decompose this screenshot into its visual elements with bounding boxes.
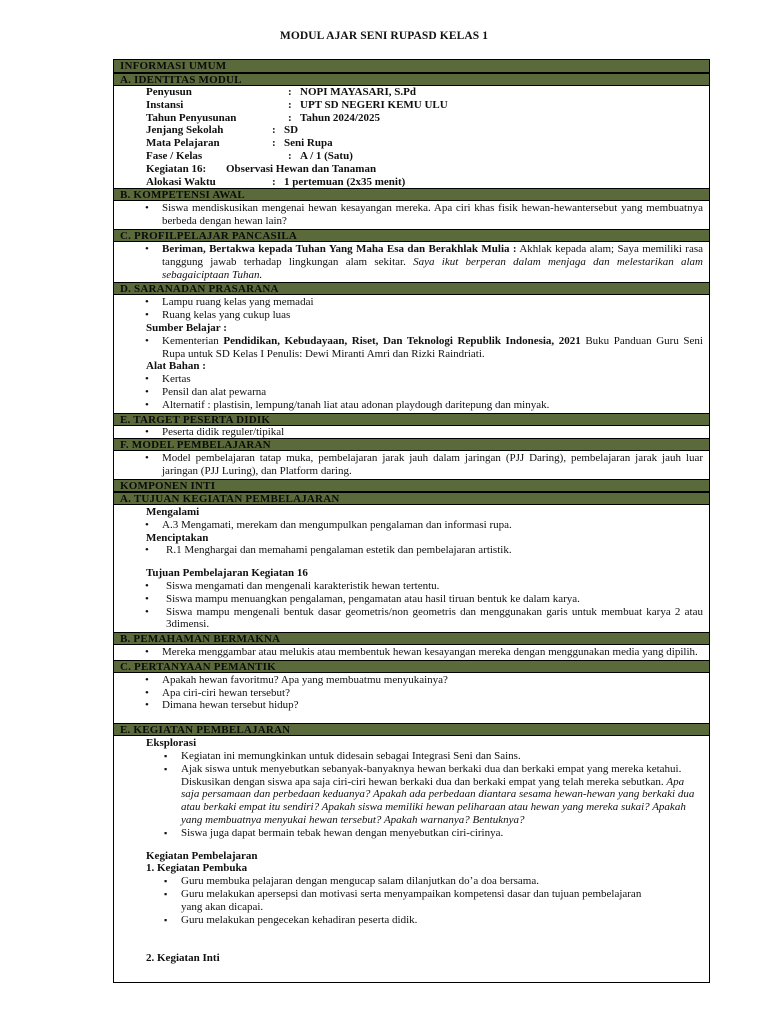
section-sarana: D. SARANADAN PRASARANA (114, 282, 709, 295)
profil-bold: Beriman, Bertakwa kepada Tuhan Yang Maha Esa dan Berakhlak Mulia : (162, 242, 517, 255)
pemahaman-body (114, 645, 709, 660)
list-item: • Mereka menggambar atau melukis atau membentuk hewan kesayangan mereka dengan menggunakan media yang dipilih. (114, 646, 703, 659)
label: Kegiatan 16: (146, 162, 207, 175)
label: Mata Pelajaran (146, 137, 220, 150)
list-item: • Alternatif : plastisin, lempung/tanah liat atau adonan playdough daritepung dan minyak. (114, 399, 703, 412)
label: Penyusun (146, 86, 192, 98)
alat-bahan-label: Alat Bahan : (146, 360, 206, 373)
kegiatan-inti-label: 2. Kegiatan Inti (146, 952, 220, 965)
sumber-post: Buku Panduan Guru Seni Rupa untuk SD Kelas I Penulis: Dewi Miranti Amri dan Rizki Raindriati. (162, 334, 703, 360)
sumber-belajar-label: Sumber Belajar : (146, 321, 227, 334)
list-item (114, 243, 703, 281)
sarana-body (114, 295, 709, 412)
value: A / 1 (Satu) (300, 149, 353, 162)
profil-italic: Saya ikut berperan dalam menjaga dan melestarikan alam sebagaiciptaan Tuhan. (162, 255, 704, 281)
spacer (114, 840, 703, 850)
row-tahun (114, 112, 703, 125)
value: Seni Rupa (284, 137, 333, 150)
sumber-bold: Pendidikan, Kebudayaan, Riset, Dan Teknologi Republik Indonesia, 2021 (223, 334, 581, 347)
list-item: • Ruang kelas yang cukup luas (114, 309, 703, 322)
list-item: ▪ Siswa juga dapat bermain tebak hewan dengan menyebutkan ciri-cirinya. (114, 827, 699, 840)
section-pertanyaan: C. PERTANYAAN PEMANTIK (114, 660, 709, 673)
mengalami-label: Mengalami (146, 505, 200, 518)
menciptakan-label: Menciptakan (146, 531, 209, 544)
label: Alokasi Waktu (146, 175, 216, 188)
value: SD (284, 124, 299, 137)
value: 1 pertemuan (2x35 menit) (284, 175, 406, 188)
list-item: • Siswa mampu mengenali bentuk dasar geometris/non geometris dan menggunakan garis untuk membuat karya 2 atau 3dimensi. (114, 606, 703, 632)
eksplorasi-text: Ajak siswa untuk menyebutkan sebanyak-banyaknya hewan berkaki dua dan berkaki empat yang mereka ketahui. Diskusikan dengan siswa apa saja ciri-ciri hewan berkaki dua dan berkaki empat yang telah mereka sebutkan. (181, 762, 682, 788)
list-item: • R.1 Menghargai dan memahami pengalaman estetik dan pembelajaran artistik. (114, 544, 703, 557)
section-pemahaman: B. PEMAHAMAN BERMAKNA (114, 632, 709, 645)
list-item (114, 335, 703, 361)
colon: : (272, 175, 276, 188)
colon: : (272, 137, 276, 150)
label: Fase / Kelas (146, 149, 203, 162)
section-komponen-inti: KOMPONEN INTI (114, 479, 709, 492)
module-table (113, 59, 710, 983)
colon: : (272, 124, 276, 137)
section-target: E. TARGET PESERTA DIDIK (114, 413, 709, 426)
sumber-pre: Kementerian (162, 334, 224, 347)
list-item: • Peserta didik reguler/tipikal (114, 426, 703, 439)
row-kegiatan (114, 163, 703, 176)
eksplorasi-label: Eksplorasi (146, 737, 197, 750)
row-jenjang (114, 124, 703, 137)
list-item: • Pensil dan alat pewarna (114, 386, 703, 399)
kegiatan-pembuka-label: 1. Kegiatan Pembuka (146, 862, 248, 875)
colon: : (288, 98, 292, 111)
tujuan-kegiatan-label: Tujuan Pembelajaran Kegiatan 16 (146, 567, 308, 580)
section-tujuan: A. TUJUAN KEGIATAN PEMBELAJARAN (114, 492, 709, 505)
kompetensi-body (114, 201, 709, 229)
list-item (114, 763, 699, 827)
colon: : (288, 149, 292, 162)
row-mapel (114, 137, 703, 150)
list-item: • Siswa mendiskusikan mengenai hewan kesayangan mereka. Apa ciri khas fisik hewan-hewantersebut yang membuatnya berbeda dengan hewan lain? (114, 202, 703, 228)
kegiatan-pembelajaran-label: Kegiatan Pembelajaran (146, 849, 258, 862)
colon: : (288, 86, 292, 98)
document-title: MODUL AJAR SENI RUPASD KELAS 1 (279, 30, 489, 42)
profil-text: Akhlak kepada alam; Saya memiliki rasa tanggung jawab terhadap lingkungan alam sekitar. (162, 242, 703, 268)
section-model: F. MODEL PEMBELAJARAN (114, 438, 709, 451)
list-item: ▪ Guru membuka pelajaran dengan mengucap salam dilanjutkan do’a doa bersama. (114, 875, 643, 888)
value: Tahun 2024/2025 (300, 111, 380, 124)
spacer (114, 557, 703, 567)
list-item: • Lampu ruang kelas yang memadai (114, 296, 703, 309)
profil-body (114, 242, 709, 282)
list-item: • Siswa mengamati dan mengenali karakteristik hewan tertentu. (114, 580, 703, 593)
value: NOPI MAYASARI, S.Pd (300, 86, 416, 98)
section-profil-pelajar: C. PROFILPELAJAR PANCASILA (114, 229, 709, 242)
list-item: • Dimana hewan tersebut hidup? (114, 699, 703, 712)
label: Jenjang Sekolah (146, 124, 224, 137)
spacer (114, 926, 703, 952)
list-item: • A.3 Mengamati, merekam dan mengumpulkan pengalaman dan informasi rupa. (114, 519, 703, 532)
list-item: • Apa ciri-ciri hewan tersebut? (114, 687, 703, 700)
eksplorasi-italic: Apa saja persamaan dan perbedaan keduanya? Apakah ada perbedaan diantara sesama hewan-hewan yang berkaki dua atau berkaki empat itu sendiri? Apakah siswa memiliki hewan peliharaan atau hewan yang mereka sukai? Apakah yang membuatnya menyukai hewan tersebut? Apakah warnanya? Bentuknya? (181, 775, 695, 827)
row-instansi (114, 99, 703, 112)
value: Observasi Hewan dan Tanaman (226, 162, 377, 175)
spacer (114, 712, 703, 722)
colon: : (288, 111, 292, 124)
label: Tahun Penyusunan (146, 111, 237, 124)
section-kompetensi-awal: B. KOMPETENSI AWAL (114, 188, 709, 201)
list-item: • Siswa mampu menuangkan pengalaman, pengamatan atau hasil tiruan bentuk ke dalam karya. (114, 593, 703, 606)
kegiatan-body (114, 736, 709, 966)
section-kegiatan: E. KEGIATAN PEMBELAJARAN (114, 723, 709, 736)
pertanyaan-body (114, 673, 709, 723)
model-body (114, 451, 709, 479)
row-fase (114, 150, 703, 163)
row-penyusun (114, 86, 703, 99)
identitas-rows (114, 86, 709, 188)
section-informasi-umum: INFORMASI UMUM (114, 60, 709, 73)
value: UPT SD NEGERI KEMU ULU (300, 98, 448, 111)
label: Instansi (146, 98, 184, 111)
list-item: ▪ Kegiatan ini memungkinkan untuk didesain sebagai Integrasi Seni dan Sains. (114, 750, 699, 763)
row-alokasi (114, 176, 703, 189)
list-item: • Model pembelajaran tatap muka, pembelajaran jarak jauh dalam jaringan (PJJ Daring), pembelajaran jarak jauh luar jaringan (PJJ Luring), dan Platform daring. (114, 452, 703, 478)
list-item: • Kertas (114, 373, 703, 386)
section-identitas-modul: A. IDENTITAS MODUL (114, 73, 709, 86)
list-item: ▪ Guru melakukan apersepsi dan motivasi serta menyampaikan kompetensi dasar dan tujuan pembelajaran yang akan dicapai. (114, 888, 643, 914)
target-body (114, 426, 709, 439)
list-item: ▪ Guru melakukan pengecekan kehadiran peserta didik. (114, 914, 643, 927)
tujuan-body (114, 505, 709, 632)
list-item: • Apakah hewan favoritmu? Apa yang membuatmu menyukainya? (114, 674, 703, 687)
